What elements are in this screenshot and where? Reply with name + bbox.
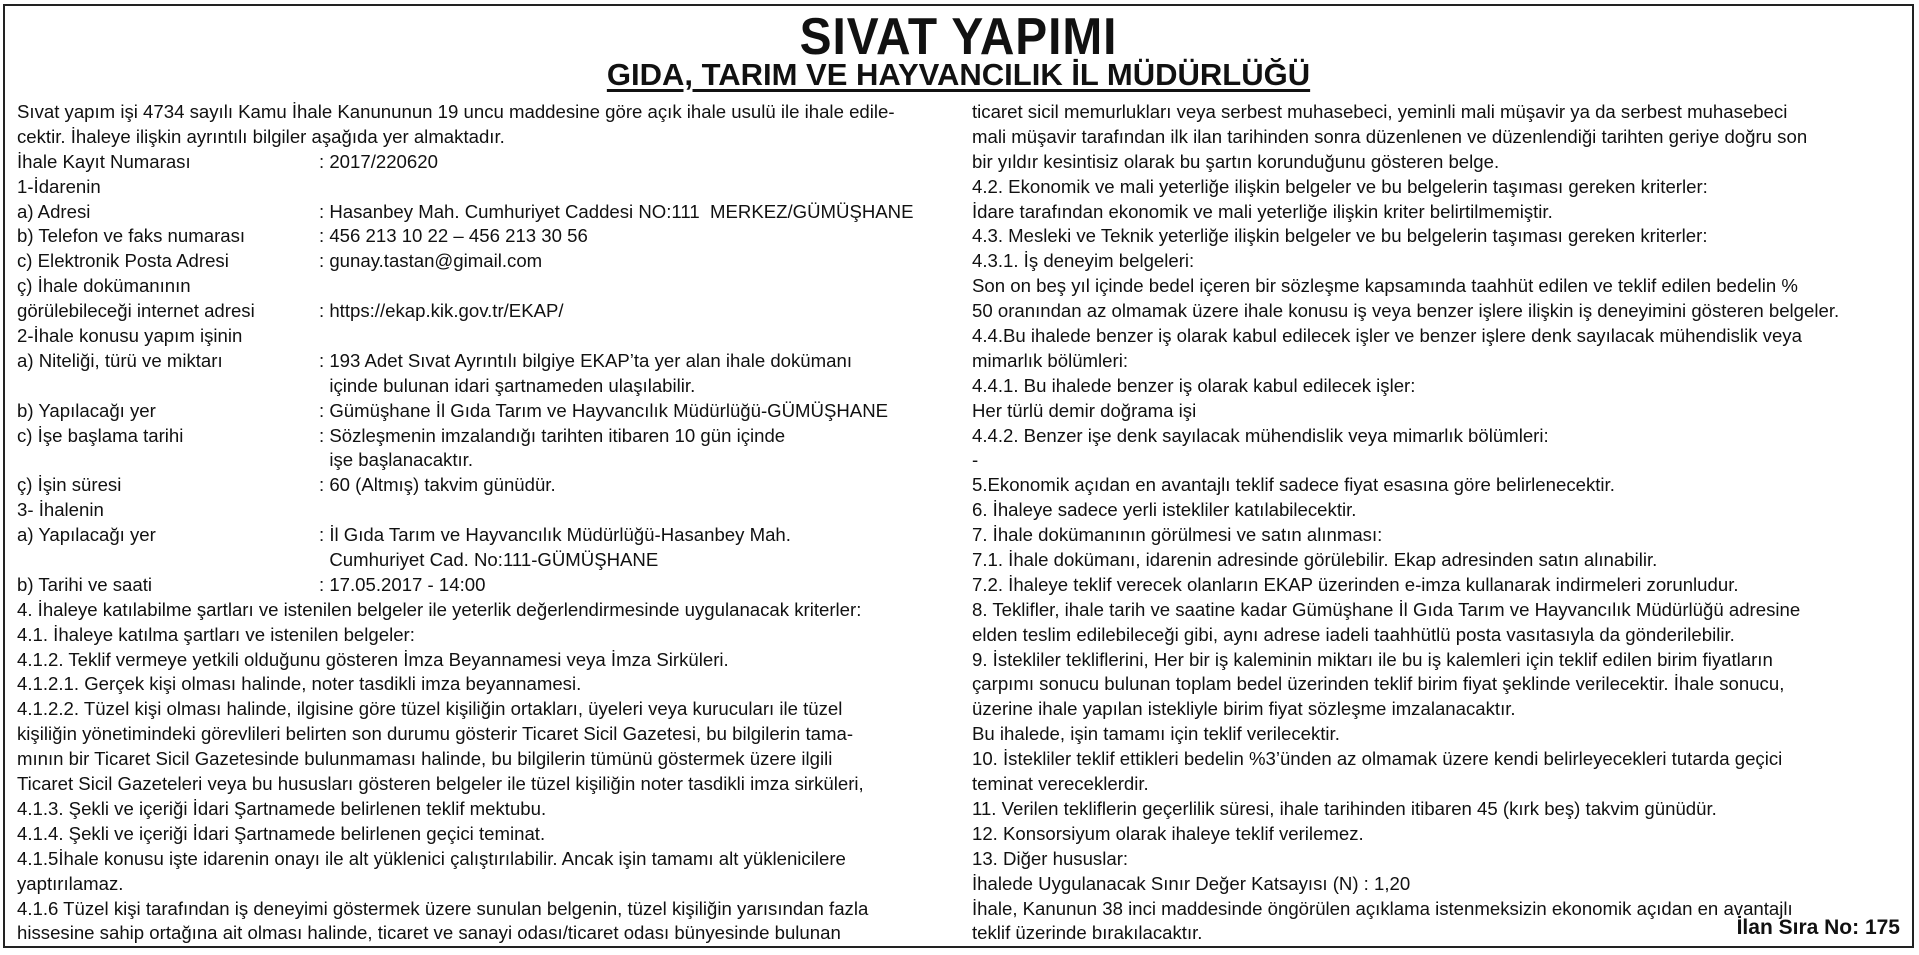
- text-line: Sıvat yapım işi 4734 sayılı Kamu İhale Kanununun 19 uncu maddesine göre açık ihale usulü ile ihale edile-: [17, 101, 895, 122]
- text-line: 4.1.3. Şekli ve içeriği İdari Şartnamede belirlenen teklif mektubu.: [17, 797, 547, 819]
- left-column: [17, 100, 957, 946]
- announcement-subtitle: GIDA, TARIM VE HAYVANCILIK İL MÜDÜRLÜĞÜ: [606, 57, 1311, 92]
- text-line: ç) İhale dokümanının: [17, 275, 191, 297]
- field-value: : 17.05.2017 - 14:00: [319, 573, 486, 595]
- field-value: : 2017/220620: [319, 150, 438, 172]
- field-value: işe başlanacaktır.: [319, 449, 473, 471]
- text-line: 4.1.2. Teklif vermeye yetkili olduğunu gösteren İmza Beyannamesi veya İmza Sirküleri.: [17, 648, 729, 670]
- field-label: a) Yapılacağı yer: [17, 524, 156, 546]
- text-line: elden teslim edilebileceği gibi, aynı adrese iadeli taahhütlü posta vasıtasıyla da gönderilebilir.: [972, 623, 1735, 645]
- text-line: İdare tarafından ekonomik ve mali yeterliğe ilişkin kriter belirtilmemiştir.: [972, 200, 1553, 222]
- field-label: b) Tarihi ve saati: [17, 573, 153, 595]
- field-value: : 456 213 10 22 – 456 213 30 56: [319, 225, 588, 247]
- text-line: 7.2. İhaleye teklif verecek olanların EKAP üzerinden e-imza kullanarak indirmeleri zorunludur.: [972, 573, 1739, 595]
- announcement-title: SIVAT YAPIMI: [799, 8, 1118, 66]
- field-label: [17, 548, 319, 573]
- text-line: Ticaret Sicil Gazeteleri veya bu hususları gösteren belgeler ile tüzel kişiliğin noter tasdikli imza sirküleri,: [17, 773, 864, 795]
- text-line: 4.3. Mesleki ve Teknik yeterliğe ilişkin belgeler ve bu belgelerin taşıması gereken kriterler:: [972, 225, 1708, 247]
- field-label: görülebileceği internet adresi: [17, 300, 255, 322]
- field-label: İhale Kayıt Numarası: [17, 150, 191, 172]
- text-line: 9. İstekliler tekliflerini, Her bir iş kaleminin miktarı ile bu iş kalemleri için teklif edilen birim fiyatların: [972, 648, 1773, 670]
- text-line: mali müşavir tarafından ilk ilan tarihinden sonra düzenlenen ve düzenlendiği tarihten geriye doğru son: [972, 125, 1808, 147]
- text-line: İhalede Uygulanacak Sınır Değer Katsayısı (N) : 1,20: [972, 872, 1411, 894]
- field-label: b) Telefon ve faks numarası: [17, 225, 246, 247]
- field-value: : Gümüşhane İl Gıda Tarım ve Hayvancılık Müdürlüğü-GÜMÜŞHANE: [319, 399, 889, 421]
- text-line: ticaret sicil memurlukları veya serbest muhasebeci, yeminli mali müşavir ya da serbest muhasebeci: [972, 101, 1788, 122]
- text-line: 7.1. İhale dokümanı, idarenin adresinde görülebilir. Ekap adresinden satın alınabilir.: [972, 549, 1658, 571]
- text-line: 4.4.2. Benzer işe denk sayılacak mühendislik veya mimarlık bölümleri:: [972, 424, 1549, 446]
- field-label: ç) İşin süresi: [17, 474, 122, 496]
- text-line: 4.1.2.1. Gerçek kişi olması halinde, noter tasdikli imza beyannamesi.: [17, 673, 582, 695]
- text-line: kişiliğin yönetimindeki görevlileri belirten son durumu gösterir Ticaret Sicil Gazetesi, bu bilgilerin tama-: [17, 723, 854, 745]
- field-row: [17, 200, 957, 225]
- field-row: [17, 224, 957, 249]
- text-line: teminat vereceklerdir.: [972, 773, 1149, 795]
- text-line: teklif üzerinde bırakılacaktır.: [972, 922, 1203, 944]
- text-line: 10. İstekliler teklif ettikleri bedelin %3’ünden az olmamak üzere kendi belirleyecekleri tutarda geçici: [972, 748, 1783, 770]
- text-line: 4.1.4. Şekli ve içeriği İdari Şartnamede belirlenen geçici teminat.: [17, 822, 546, 844]
- text-line: Her türlü demir doğrama işi: [972, 399, 1197, 421]
- field-label: c) Elektronik Posta Adresi: [17, 250, 229, 272]
- field-row: [17, 150, 957, 175]
- field-row: [17, 374, 957, 399]
- field-row: [17, 448, 957, 473]
- field-row: [17, 399, 957, 424]
- field-value: : Sözleşmenin imzalandığı tarihten itibaren 10 gün içinde: [319, 424, 786, 446]
- text-line: 6. İhaleye sadece yerli istekliler katılabilecektir.: [972, 499, 1357, 521]
- text-line: mının bir Ticaret Sicil Gazetesinde bulunmaması halinde, bu bilgilerin tümünü göstermek üzere ilgili: [17, 748, 833, 770]
- text-line: 4.1.5İhale konusu işte idarenin onayı ile alt yüklenici çalıştırılabilir. Ancak işin tamamı alt yüklenicilere: [17, 847, 846, 869]
- field-label: a) Niteliği, türü ve miktarı: [17, 349, 223, 371]
- field-row: [17, 548, 957, 573]
- text-line: 4.3.1. İş deneyim belgeleri:: [972, 250, 1195, 272]
- field-row: [17, 349, 957, 374]
- field-row: [17, 249, 957, 274]
- field-value: : Hasanbey Mah. Cumhuriyet Caddesi NO:111 MERKEZ/GÜMÜŞHANE: [319, 200, 914, 222]
- text-line: 4.2. Ekonomik ve mali yeterliğe ilişkin belgeler ve bu belgelerin taşıması gereken kriterler:: [972, 175, 1708, 197]
- text-line: 7. İhale dokümanının görülmesi ve satın alınması:: [972, 524, 1383, 546]
- text-line: 4. İhaleye katılabilme şartları ve istenilen belgeler ile yeterlik değerlendirmesinde uygulanacak kriterler:: [17, 598, 862, 620]
- announcement-frame: [3, 4, 1914, 948]
- field-value: : gunay.tastan@gimail.com: [319, 250, 543, 272]
- text-line: 2-İhale konusu yapım işinin: [17, 325, 243, 347]
- text-line: 4.1. İhaleye katılma şartları ve istenilen belgeler:: [17, 623, 415, 645]
- text-line: Son on beş yıl içinde bedel içeren bir sözleşme kapsamında taahhüt edilen ve teklif edilen bedelin %: [972, 275, 1798, 297]
- text-line: bir yıldır kesintisiz olarak bu şartın korunduğunu gösteren belge.: [972, 150, 1500, 172]
- text-line: 50 oranından az olmamak üzere ihale konusu iş veya benzer işlere ilişkin iş deneyimini gösteren belgeler.: [972, 300, 1840, 322]
- field-label: b) Yapılacağı yer: [17, 399, 156, 421]
- field-label: [17, 448, 319, 473]
- text-line: 4.4.Bu ihalede benzer iş olarak kabul edilecek işler ve benzer işlere denk sayılacak mühendislik veya: [972, 325, 1802, 347]
- text-line: yaptırılamaz.: [17, 872, 124, 894]
- field-value: : 60 (Altmış) takvim günüdür.: [319, 474, 556, 496]
- text-line: 11. Verilen tekliflerin geçerlilik süresi, ihale tarihinden itibaren 45 (kırk beş) takvim günüdür.: [972, 797, 1717, 819]
- field-label: c) İşe başlama tarihi: [17, 424, 184, 446]
- text-line: 4.1.2.2. Tüzel kişi olması halinde, ilgisine göre tüzel kişiliğin ortakları, üyeleri veya kurucuları ile tüzel: [17, 698, 843, 720]
- text-line: üzerine ihale yapılan istekliyle birim fiyat sözleşme imzalanacaktır.: [972, 698, 1516, 720]
- text-line: -: [972, 449, 979, 471]
- text-line: Bu ihalede, işin tamamı için teklif verilecektir.: [972, 723, 1340, 745]
- field-value: içinde bulunan idari şartnameden ulaşılabilir.: [319, 374, 696, 396]
- text-line: 3- İhalenin: [17, 499, 104, 521]
- text-line: 8. Teklifler, ihale tarih ve saatine kadar Gümüşhane İl Gıda Tarım ve Hayvancılık Müdürlüğü adresine: [972, 598, 1801, 620]
- text-line: İhale, Kanunun 38 inci maddesinde öngörülen açıklama istenmeksizin ekonomik açıdan en avantajlı: [972, 897, 1793, 919]
- text-line: 5.Ekonomik açıdan en avantajlı teklif sadece fiyat esasına göre belirlenecektir.: [972, 474, 1615, 496]
- text-line: 13. Diğer hususlar:: [972, 847, 1129, 869]
- text-line: 4.1.6 Tüzel kişi tarafından iş deneyimi göstermek üzere sunulan belgenin, tüzel kişiliğin yarısından fazla: [17, 897, 869, 919]
- ilan-sira-no: İlan Sıra No: 175: [1736, 916, 1900, 939]
- text-line: mimarlık bölümleri:: [972, 349, 1129, 371]
- field-value: : İl Gıda Tarım ve Hayvancılık Müdürlüğü-Hasanbey Mah.: [319, 524, 791, 546]
- field-row: [17, 573, 957, 598]
- field-row: [17, 473, 957, 498]
- field-row: [17, 523, 957, 548]
- text-line: cektir. İhaleye ilişkin ayrıntılı bilgiler aşağıda yer almaktadır.: [17, 125, 505, 147]
- field-row: [17, 299, 957, 324]
- field-value: : https://ekap.kik.gov.tr/EKAP/: [319, 300, 564, 322]
- text-line: 1-İdarenin: [17, 175, 101, 197]
- text-line: 4.4.1. Bu ihalede benzer iş olarak kabul edilecek işler:: [972, 374, 1416, 396]
- right-column: [972, 100, 1909, 946]
- field-value: Cumhuriyet Cad. No:111-GÜMÜŞHANE: [319, 549, 659, 571]
- field-value: : 193 Adet Sıvat Ayrıntılı bilgiye EKAP’ta yer alan ihale dokümanı: [319, 349, 852, 371]
- text-line: 12. Konsorsiyum olarak ihaleye teklif verilemez.: [972, 822, 1364, 844]
- field-label: a) Adresi: [17, 200, 91, 222]
- text-line: hissesine sahip ortağına ait olması halinde, ticaret ve sanayi odası/ticaret odası bünyesinde bulunan: [17, 922, 841, 944]
- field-label: [17, 374, 319, 399]
- text-line: çarpımı sonucu bulunan toplam bedel üzerinden teklif birim fiyat şeklinde verilecektir. İhale sonucu,: [972, 673, 1785, 695]
- field-row: [17, 424, 957, 449]
